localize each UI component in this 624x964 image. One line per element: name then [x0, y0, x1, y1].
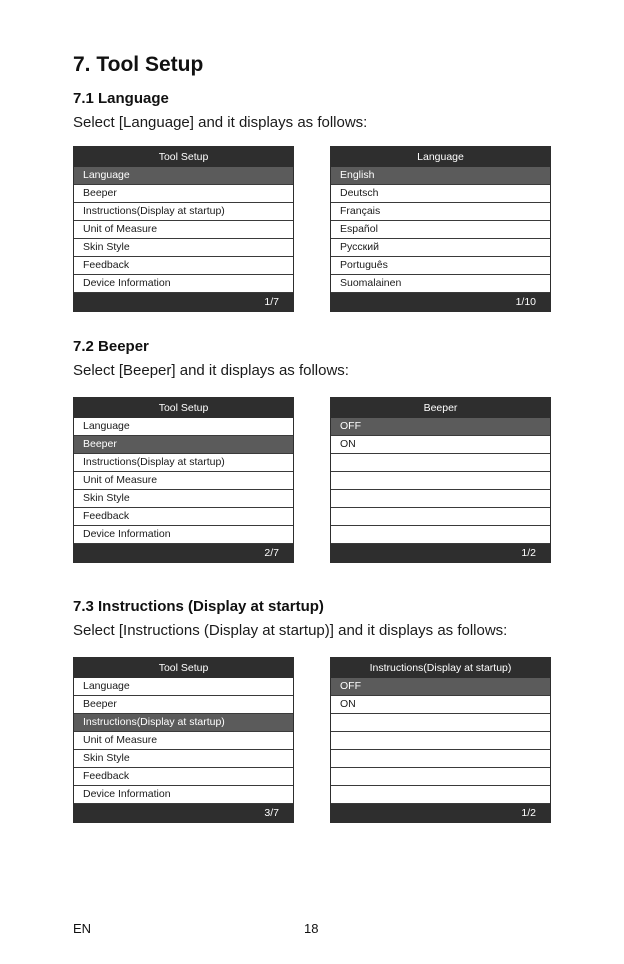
screen-header: Instructions(Display at startup) [331, 658, 550, 678]
option-espanol[interactable]: Español [331, 221, 550, 239]
tool-setup-screen-2 [73, 397, 294, 563]
menu-item-language[interactable]: Language [74, 678, 293, 696]
page-indicator: 2/7 [74, 544, 293, 562]
screen-header: Tool Setup [74, 658, 293, 678]
page-indicator: 1/2 [331, 804, 550, 822]
option-portugues[interactable]: Português [331, 257, 550, 275]
tool-setup-screen-3 [73, 657, 294, 823]
menu-item-instructions[interactable]: Instructions(Display at startup) [74, 714, 293, 732]
empty-row [331, 490, 550, 508]
option-on[interactable]: ON [331, 696, 550, 714]
menu-item-unit-of-measure[interactable]: Unit of Measure [74, 221, 293, 239]
page-indicator: 1/7 [74, 293, 293, 311]
empty-row [331, 732, 550, 750]
menu-item-beeper[interactable]: Beeper [74, 185, 293, 203]
menu-item-beeper[interactable]: Beeper [74, 696, 293, 714]
language-screen [330, 146, 551, 312]
menu-item-device-information[interactable]: Device Information [74, 526, 293, 544]
menu-item-feedback[interactable]: Feedback [74, 257, 293, 275]
menu-item-skin-style[interactable]: Skin Style [74, 239, 293, 257]
section-heading-beeper: 7.2 Beeper [73, 338, 149, 355]
section-heading-instructions: 7.3 Instructions (Display at startup) [73, 598, 324, 615]
option-suomalainen[interactable]: Suomalainen [331, 275, 550, 293]
page-indicator: 3/7 [74, 804, 293, 822]
empty-row [331, 714, 550, 732]
instructions-screen [330, 657, 551, 823]
menu-item-beeper[interactable]: Beeper [74, 436, 293, 454]
menu-item-instructions[interactable]: Instructions(Display at startup) [74, 203, 293, 221]
footer-page-number: 18 [304, 921, 319, 936]
empty-row [331, 454, 550, 472]
empty-row [331, 508, 550, 526]
option-deutsch[interactable]: Deutsch [331, 185, 550, 203]
screen-header: Tool Setup [74, 398, 293, 418]
menu-item-language[interactable]: Language [74, 167, 293, 185]
menu-item-skin-style[interactable]: Skin Style [74, 490, 293, 508]
menu-item-unit-of-measure[interactable]: Unit of Measure [74, 472, 293, 490]
option-russian[interactable]: Русский [331, 239, 550, 257]
option-english[interactable]: English [331, 167, 550, 185]
empty-row [331, 750, 550, 768]
option-off[interactable]: OFF [331, 678, 550, 696]
section-text-beeper: Select [Beeper] and it displays as follows: [73, 362, 349, 379]
section-text-language: Select [Language] and it displays as follows: [73, 114, 368, 131]
empty-row [331, 526, 550, 544]
menu-item-device-information[interactable]: Device Information [74, 786, 293, 804]
section-heading-language: 7.1 Language [73, 90, 169, 107]
empty-row [331, 472, 550, 490]
beeper-screen [330, 397, 551, 563]
option-on[interactable]: ON [331, 436, 550, 454]
empty-row [331, 786, 550, 804]
tool-setup-screen-1 [73, 146, 294, 312]
screen-header: Language [331, 147, 550, 167]
option-off[interactable]: OFF [331, 418, 550, 436]
menu-item-skin-style[interactable]: Skin Style [74, 750, 293, 768]
menu-item-unit-of-measure[interactable]: Unit of Measure [74, 732, 293, 750]
menu-item-device-information[interactable]: Device Information [74, 275, 293, 293]
menu-item-instructions[interactable]: Instructions(Display at startup) [74, 454, 293, 472]
empty-row [331, 768, 550, 786]
screen-header: Beeper [331, 398, 550, 418]
screen-header: Tool Setup [74, 147, 293, 167]
menu-item-feedback[interactable]: Feedback [74, 768, 293, 786]
menu-item-feedback[interactable]: Feedback [74, 508, 293, 526]
footer-language: EN [73, 921, 92, 936]
menu-item-language[interactable]: Language [74, 418, 293, 436]
page-indicator: 1/2 [331, 544, 550, 562]
section-text-instructions: Select [Instructions (Display at startup)] and it displays as follows: [73, 622, 508, 639]
option-francais[interactable]: Français [331, 203, 550, 221]
page-indicator: 1/10 [331, 293, 550, 311]
page-title: 7. Tool Setup [73, 53, 204, 76]
